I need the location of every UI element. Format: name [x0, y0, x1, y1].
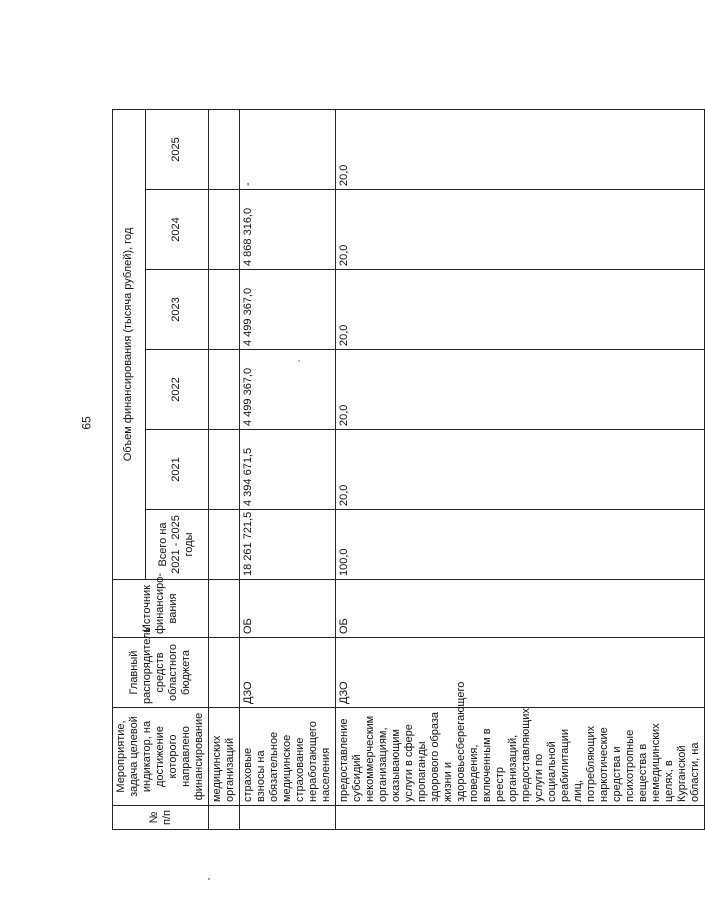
cell-manager: ДЗО [240, 638, 336, 708]
header-total: Всего на 2021 - 2025 годы [145, 510, 208, 580]
cell-num [240, 806, 336, 830]
cell-activity: страховые взносы на обязательное медицинское страхование неработающего населения [240, 708, 336, 806]
cell-value: 4 499 367,0 [240, 270, 336, 350]
financing-table [112, 109, 705, 830]
cell-total [209, 510, 240, 580]
scan-speck [208, 878, 210, 880]
rotated-table-container [112, 110, 701, 830]
header-year: 2023 [145, 270, 208, 350]
cell-value [209, 270, 240, 350]
table-row [240, 109, 336, 829]
cell-value [209, 350, 240, 430]
header-num: № п/п [113, 806, 209, 830]
cell-value: 4 394 671,5 [240, 430, 336, 510]
header-manager: Главный распорядитель средств областного бюджета [113, 638, 209, 708]
cell-value: 20,0 [336, 350, 705, 430]
cell-value [209, 430, 240, 510]
cell-activity: предоставление субсидий некоммерческим организациям, оказывающим услуги в сфере пропаганды здорового образа жизни и здоровьесберегающего поведения, включенным в реестр организаций, предоставляющих услуги по социальной реабилитации лиц, потребляющих наркотические средства и психотропные вещества в немедицинских целях, в Курганской области, на [336, 708, 705, 806]
cell-total: 18 261 721,5 [240, 510, 336, 580]
cell-source [209, 580, 240, 638]
header-source: Источник финансиро-вания [113, 580, 209, 638]
table-row [336, 109, 705, 829]
cell-value: 20,0 [336, 190, 705, 270]
header-year: 2022 [145, 350, 208, 430]
cell-value [209, 109, 240, 189]
cell-source: ОБ [240, 580, 336, 638]
cell-value: 20,0 [336, 430, 705, 510]
cell-manager [209, 638, 240, 708]
cell-value [209, 190, 240, 270]
cell-value: 4 499 367,0 [240, 350, 336, 430]
cell-total: 100,0 [336, 510, 705, 580]
header-year: 2024 [145, 190, 208, 270]
cell-value: 20,0 [336, 270, 705, 350]
cell-value: 4 868 316,0 [240, 190, 336, 270]
header-activity: Мероприятие, задача целевой индикатор, на достижение которого направлено финансирование [113, 708, 209, 806]
cell-value: 20,0 [336, 109, 705, 189]
cell-source: ОБ [336, 580, 705, 638]
table-row [209, 109, 240, 829]
cell-activity: медицинских организаций [209, 708, 240, 806]
page-number: 65 [79, 416, 94, 430]
cell-num [336, 806, 705, 830]
cell-manager: ДЗО [336, 638, 705, 708]
header-year: 2021 [145, 430, 208, 510]
cell-value: - [240, 109, 336, 189]
header-year: 2025 [145, 109, 208, 189]
header-volume: Объем финансирования (тысяча рублей), год [113, 109, 146, 579]
cell-num [209, 806, 240, 830]
